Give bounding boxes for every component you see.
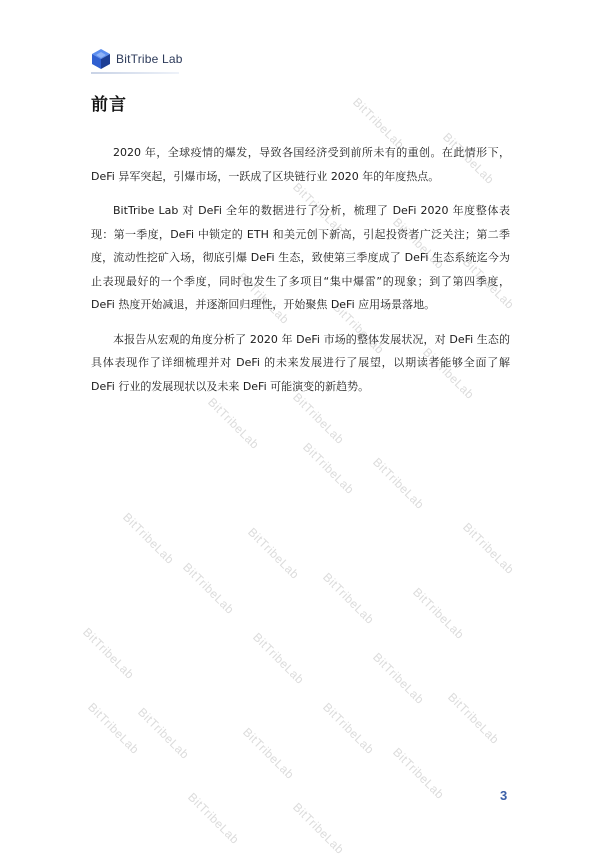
watermark-text: BitTribeLab bbox=[80, 625, 137, 682]
watermark-text: BitTribeLab bbox=[85, 700, 142, 757]
watermark-text: BitTribeLab bbox=[240, 725, 297, 782]
watermark-text: BitTribeLab bbox=[390, 215, 447, 272]
header-logo bbox=[91, 44, 183, 74]
paragraph-2: BitTribe Lab 对 DeFi 全年的数据进行了分析，梳理了 DeFi 2020 年度整体表现：第一季度，DeFi 中锁定的 ETH 和美元创下新高，引起投资者广泛关注；第二季度，流动性挖矿入场，彻底引爆 DeFi 生态，致使第三季度成了 DeFi 生态系统迄今为止表现最好的一个季度，同时也发生了多项目“集中爆雷”的现象；到了第四季度，DeFi 热度开始减退，并逐渐回归理性，开始聚焦 DeFi 应用场景落地。 bbox=[91, 204, 510, 311]
watermark-text: BitTribeLab bbox=[250, 630, 307, 687]
watermark-text: BitTribeLab bbox=[290, 800, 347, 857]
cube-logo-icon bbox=[91, 48, 111, 70]
watermark-text: BitTribeLab bbox=[235, 270, 292, 327]
watermark-text: BitTribeLab bbox=[370, 455, 427, 512]
watermark-text: BitTribeLab bbox=[460, 255, 517, 312]
logo-text: BitTribe Lab bbox=[116, 52, 183, 66]
watermark-text: BitTribeLab bbox=[390, 745, 447, 802]
watermark-text: BitTribeLab bbox=[320, 700, 377, 757]
watermark-text: BitTribeLab bbox=[205, 395, 262, 452]
watermark-text: BitTribeLab bbox=[290, 180, 347, 237]
watermark-text: BitTribeLab bbox=[245, 525, 302, 582]
watermark-text: BitTribeLab bbox=[185, 790, 242, 847]
watermark-text: BitTribeLab bbox=[440, 130, 497, 187]
watermark-text: BitTribeLab bbox=[420, 345, 477, 402]
paragraph-3: 本报告从宏观的角度分析了 2020 年 DeFi 市场的整体发展状况，对 DeFi 生态的具体表现作了详细梳理并对 DeFi 的未来发展进行了展望，以期读者能够全面了解 DeFi 行业的发展现状以及未来 DeFi 可能演变的新趋势。 bbox=[91, 332, 510, 393]
watermark-text: BitTribeLab bbox=[370, 650, 427, 707]
watermark-text: BitTribeLab bbox=[410, 585, 467, 642]
watermark-text: BitTribeLab bbox=[290, 390, 347, 447]
watermark-text: BitTribeLab bbox=[330, 300, 387, 357]
watermark-text: BitTribeLab bbox=[460, 520, 517, 577]
watermark-text: BitTribeLab bbox=[350, 95, 407, 152]
watermark-text: BitTribeLab bbox=[120, 510, 177, 567]
watermark-text: BitTribeLab bbox=[180, 560, 237, 617]
paragraph-1: 2020 年，全球疫情的爆发，导致各国经济受到前所未有的重创。在此情形下，DeFi 异军突起，引爆市场，一跃成了区块链行业 2020 年的年度热点。 bbox=[91, 146, 510, 183]
watermark-text: BitTribeLab bbox=[445, 690, 502, 747]
watermark-text: BitTribeLab bbox=[300, 440, 357, 497]
watermark-text: BitTribeLab bbox=[135, 705, 192, 762]
page-title: 前言 bbox=[91, 95, 127, 115]
watermark-text: BitTribeLab bbox=[320, 570, 377, 627]
body-text bbox=[91, 141, 510, 409]
page-number: 3 bbox=[500, 788, 508, 803]
logo-underline bbox=[91, 72, 179, 74]
